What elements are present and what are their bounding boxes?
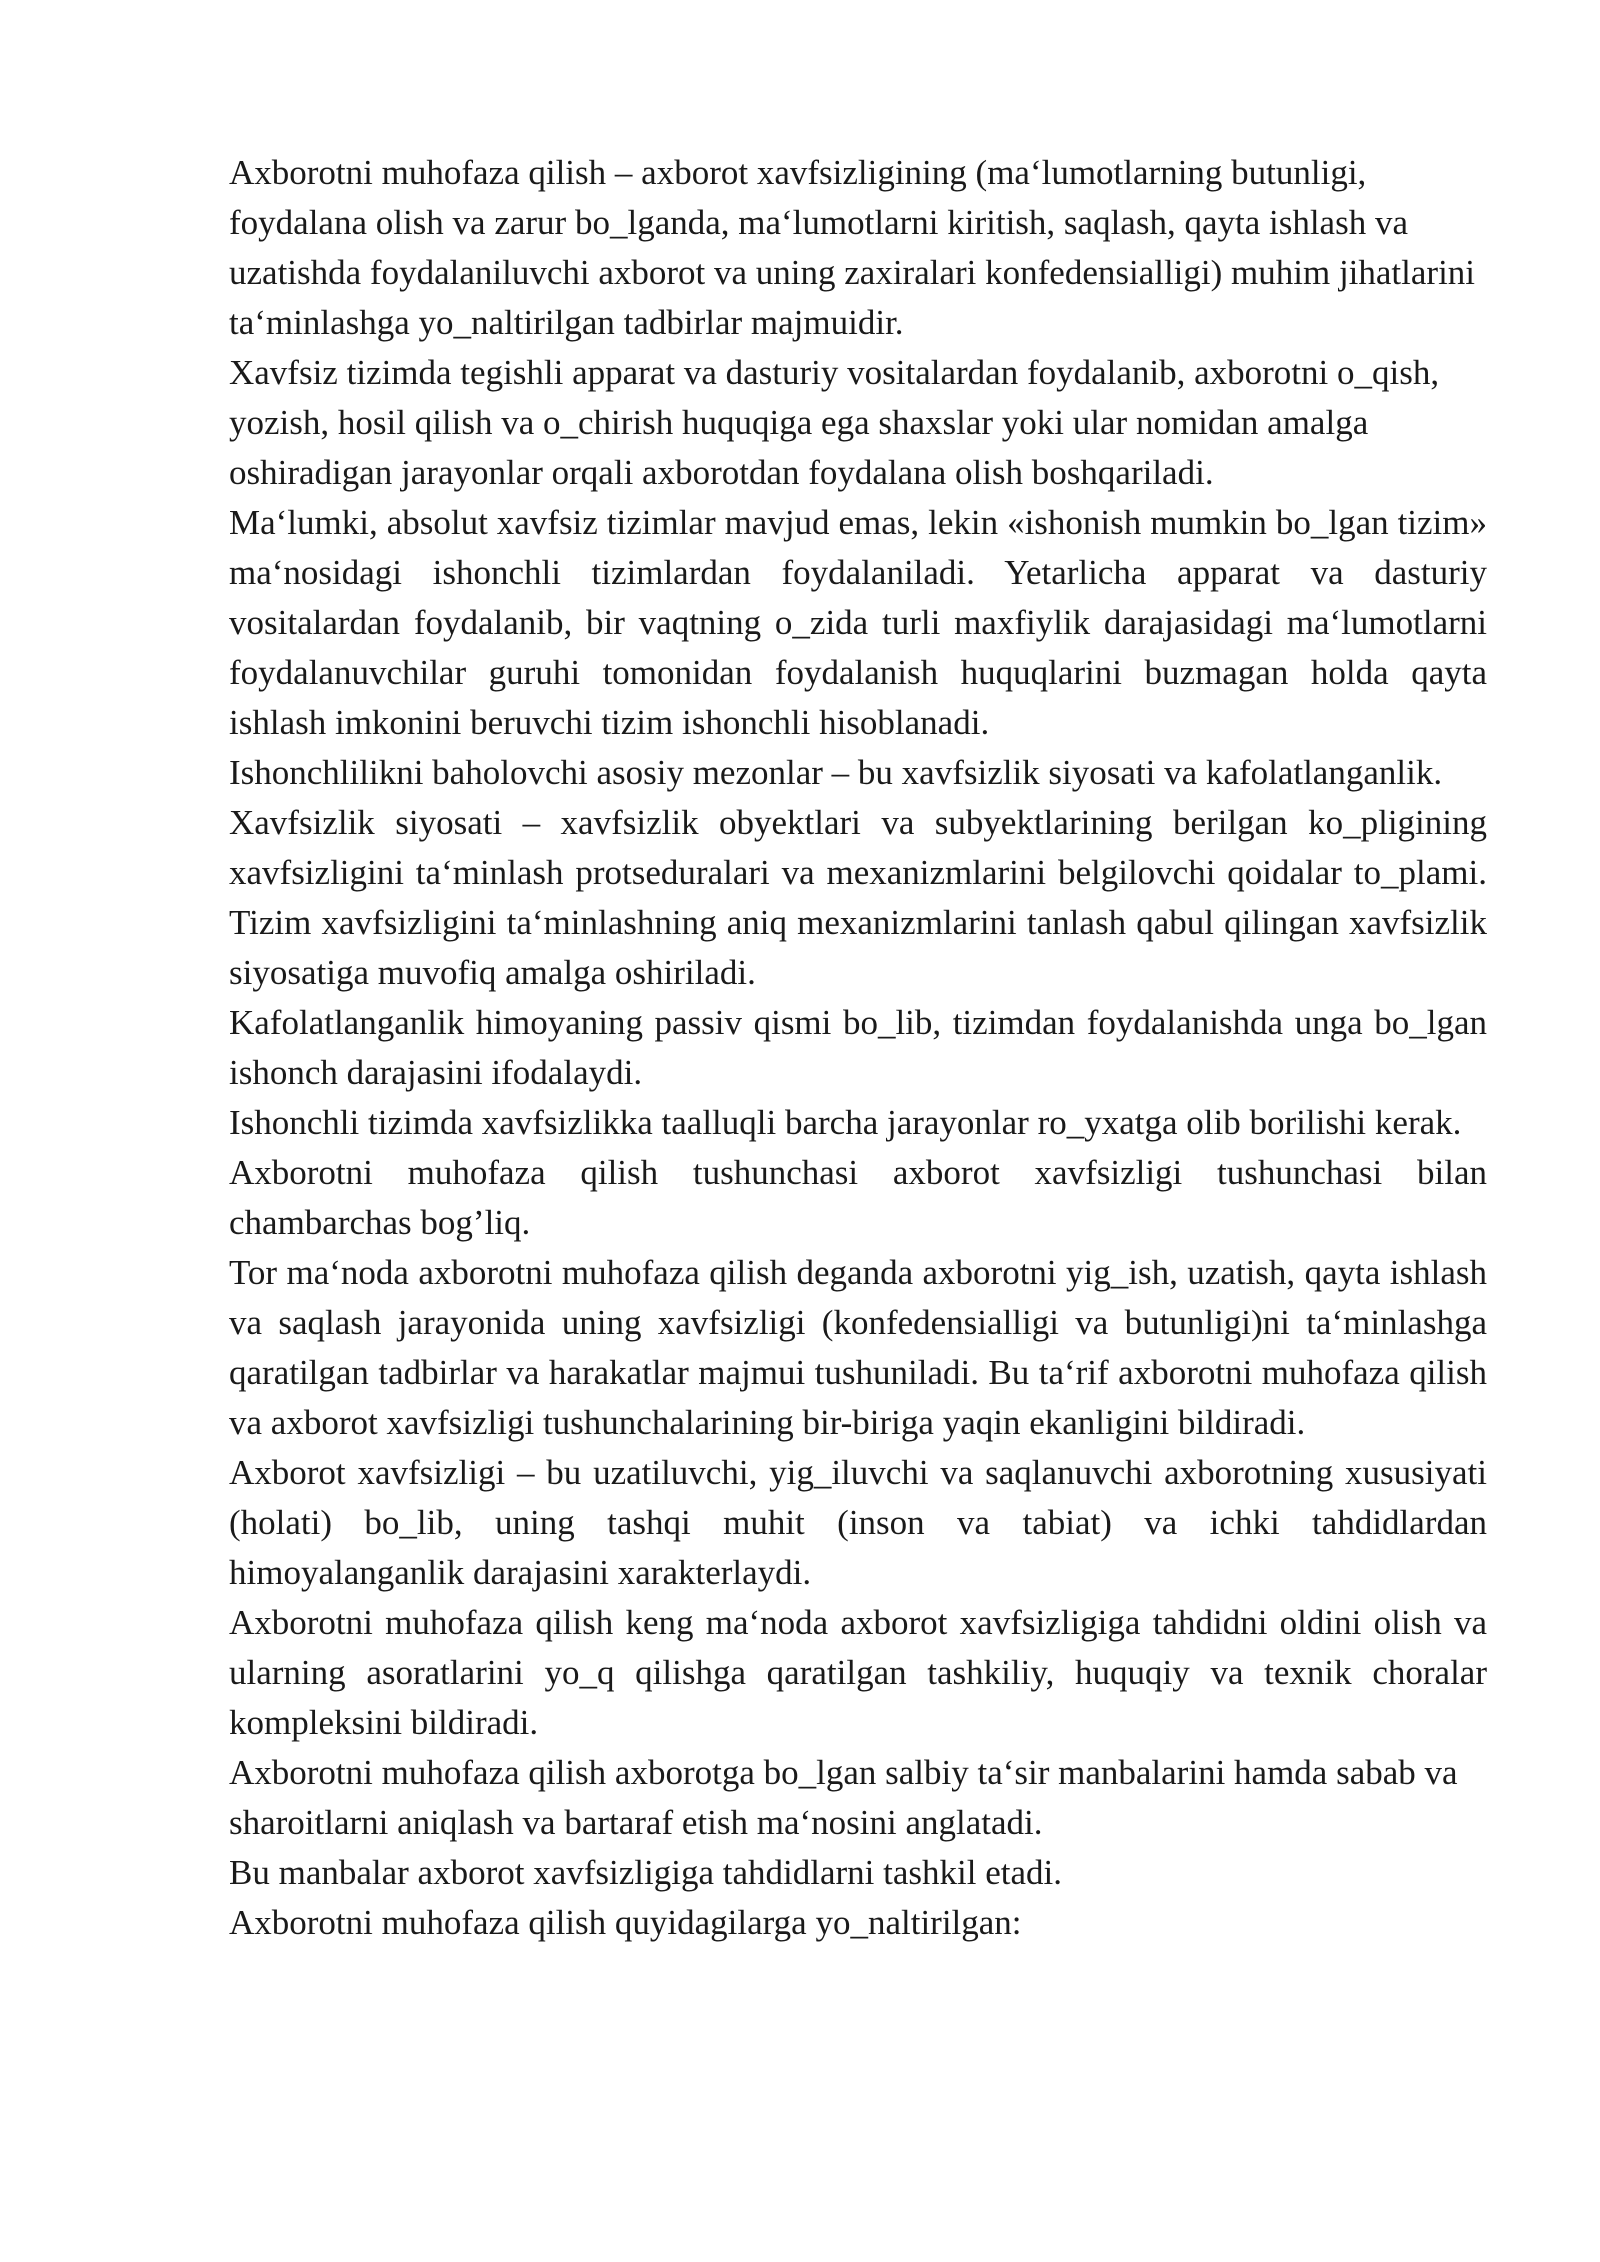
paragraph-reliability-criteria: Ishonchlilikni baholovchi asosiy mezonlar – bu xavfsizlik siyosati va kafolatlanganlik.	[229, 753, 1443, 792]
paragraph-trusted-systems: Ma‘lumki, absolut xavfsiz tizimlar mavjud emas, lekin «ishonish mumkin bo_lgan tizim» ma‘nosidagi ishonchli tizimlardan foydalaniladi. Yetarlicha apparat va dasturiy vositalardan foydalanib, bir vaqtning o_zida turli maxfiylik darajasidagi ma‘lumotlarni foydalanuvchilar guruhi tomonidan foydalanish huquqlarini buzmagan holda qayta ishlash imkonini beruvchi tizim ishonchli hisoblanadi.	[229, 503, 1487, 742]
paragraph-relation: Axborotni muhofaza qilish tushunchasi axborot xavfsizligi tushunchasi bilan chambarchas bog’liq.	[229, 1153, 1487, 1242]
paragraph-sources: Axborotni muhofaza qilish axborotga bo_lgan salbiy ta‘sir manbalarini hamda sabab va sharoitlarni aniqlash va bartaraf etish ma‘nosini anglatadi.	[229, 1753, 1458, 1842]
paragraph-list-intro: Axborotni muhofaza qilish quyidagilarga yo_naltirilgan:	[229, 1903, 1022, 1942]
paragraph-assurance: Kafolatlanganlik himoyaning passiv qismi bo_lib, tizimdan foydalanishda unga bo_lgan ishonch darajasini ifodalaydi.	[229, 1003, 1487, 1092]
paragraph-secure-system: Xavfsiz tizimda tegishli apparat va dasturiy vositalardan foydalanib, axborotni o_qish, yozish, hosil qilish va o_chirish huquqiga ega shaxslar yoki ular nomidan amalga oshiradigan jarayonlar orqali axborotdan foydalana olish boshqariladi.	[229, 353, 1440, 492]
paragraph-definition: Axborotni muhofaza qilish – axborot xavfsizligining (ma‘lumotlarning butunligi, foydalana olish va zarur bo_lganda, ma‘lumotlarni kiritish, saqlash, qayta ishlash va uzatishda foydalaniluvchi axborot va uning zaxiralari konfedensialligi) muhim jihatlarini ta‘minlashga yo_naltirilgan tadbirlar majmuidir.	[229, 153, 1476, 342]
paragraph-audit: Ishonchli tizimda xavfsizlikka taalluqli barcha jarayonlar ro_yxatga olib borilishi kerak.	[229, 1103, 1462, 1142]
paragraph-information-security: Axborot xavfsizligi – bu uzatiluvchi, yig_iluvchi va saqlanuvchi axborotning xususiyati (holati) bo_lib, uning tashqi muhit (inson va tabiat) va ichki tahdidlardan himoyalanganlik darajasini xarakterlaydi.	[229, 1453, 1487, 1592]
paragraph-security-policy: Xavfsizlik siyosati – xavfsizlik obyektlari va subyektlarining berilgan ko_pligining xavfsizligini ta‘minlash protseduralari va mexanizmlarini belgilovchi qoidalar to_plami. Tizim xavfsizligini ta‘minlashning aniq mexanizmlarini tanlash qabul qilingan xavfsizlik siyosatiga muvofiq amalga oshiriladi.	[229, 803, 1487, 992]
document-page	[229, 148, 1487, 1948]
paragraph-threats: Bu manbalar axborot xavfsizligiga tahdidlarni tashkil etadi.	[229, 1853, 1062, 1892]
paragraph-broad-meaning: Axborotni muhofaza qilish keng ma‘noda axborot xavfsizligiga tahdidni oldini olish va ularning asoratlarini yo_q qilishga qaratilgan tashkiliy, huquqiy va texnik choralar kompleksini bildiradi.	[229, 1603, 1487, 1742]
paragraph-narrow-meaning: Tor ma‘noda axborotni muhofaza qilish deganda axborotni yig_ish, uzatish, qayta ishlash va saqlash jarayonida uning xavfsizligi (konfedensialligi va butunligi)ni ta‘minlashga qaratilgan tadbirlar va harakatlar majmui tushuniladi. Bu ta‘rif axborotni muhofaza qilish va axborot xavfsizligi tushunchalarining bir-biriga yaqin ekanligini bildiradi.	[229, 1253, 1487, 1442]
